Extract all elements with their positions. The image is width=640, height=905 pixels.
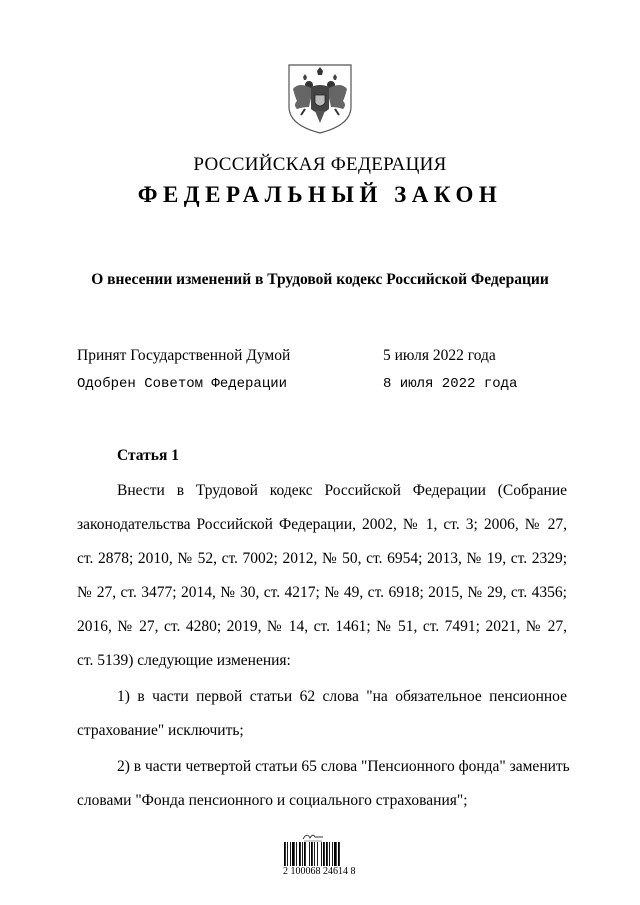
article-line: словами "Фонда пенсионного и социального страхования";	[77, 792, 468, 809]
article-line: законодательства Российской Федерации, 2002, № 1, ст. 3; 2006, № 27,	[77, 516, 567, 533]
article-item-1: 1) в части первой статьи 62 слова "на обязательное пенсионное	[117, 688, 567, 705]
law-type-title: ФЕДЕРАЛЬНЫЙ ЗАКОН	[137, 182, 503, 207]
adopted-by-duma-date: 5 июля 2022 года	[383, 347, 496, 364]
adopted-by-duma-label: Принят Государственной Думой	[77, 347, 291, 364]
article-line: ст. 5139) следующие изменения:	[77, 652, 291, 669]
coat-of-arms-icon	[287, 63, 353, 135]
approved-by-council-label: Одобрен Советом Федерации	[77, 376, 288, 392]
article-line: страхование" исключить;	[77, 722, 244, 739]
article-item-2: 2) в части четвертой статьи 65 слова "Пенсионного фонда" заменить	[117, 758, 570, 775]
law-name: О внесении изменений в Трудовой кодекс Российской Федерации	[91, 271, 549, 288]
barcode-number: 2 100068 24614 8	[283, 866, 356, 877]
article-line: № 27, ст. 3477; 2014, № 30, ст. 4217; № 49, ст. 6918; 2015, № 29, ст. 4356;	[77, 584, 567, 601]
article-line: ст. 2878; 2010, № 52, ст. 7002; 2012, № 50, ст. 6954; 2013, № 19, ст. 2329;	[77, 550, 567, 567]
article-line: 2016, № 27, ст. 4280; 2019, № 14, ст. 1461; № 51, ст. 7491; 2021, № 27,	[77, 618, 567, 635]
article-line: Внести в Трудовой кодекс Российской Федерации (Собрание	[117, 482, 567, 499]
country-name: РОССИЙСКАЯ ФЕДЕРАЦИЯ	[193, 154, 447, 175]
article-heading: Статья 1	[117, 447, 179, 464]
approved-by-council-date: 8 июля 2022 года	[383, 376, 518, 392]
